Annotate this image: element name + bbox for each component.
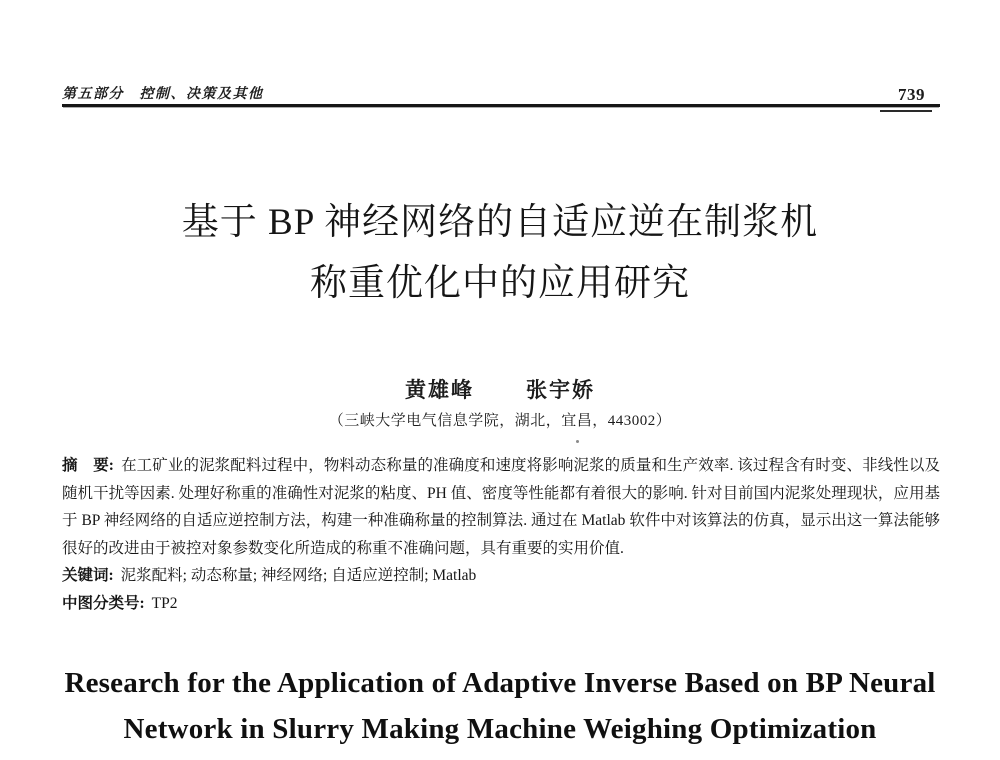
header-rule-segment (880, 110, 932, 112)
classification-paragraph (62, 590, 940, 618)
affiliation: （三峡大学电气信息学院，湖北，宜昌，443002） (328, 413, 672, 429)
section-label: 第五部分 控制、决策及其他 (62, 87, 264, 102)
author-name: 黄雄峰 (405, 378, 474, 402)
header-rule (62, 104, 940, 107)
keywords-text: 泥浆配料; 动态称量; 神经网络; 自适应逆控制; Matlab (120, 567, 477, 585)
scan-artifact-dot (576, 440, 579, 443)
page-header (62, 82, 940, 106)
classification-value: TP2 (151, 594, 178, 612)
abstract-text: 在工矿业的泥浆配料过程中，物料动态称量的准确度和速度将影响泥浆的质量和生产效率. 该过程含有时变、非线性以及随机干扰等因素. 处理好称重的准确性对泥浆的粘度、PH 值、密度等性能都有着很大的影响. 针对目前国内泥浆处理现状，应用基于 BP 神经网络的自适应逆控制方法，构建一种准确称量的控制算法. 通过在 Matlab 软件中对该算法的仿真，显示出这一算法能够很好的改进由于被控对象参数变化所造成的称重不准确问题，具有重要的实用价值. (62, 457, 940, 557)
paper-title-english (0, 660, 1000, 752)
front-matter (62, 452, 940, 618)
abstract-paragraph (62, 452, 940, 562)
paper-title-chinese (0, 192, 1000, 314)
page-number: 739 (898, 85, 925, 104)
classification-label: 中图分类号: (62, 594, 145, 612)
author-list (0, 374, 1000, 404)
abstract-label: 摘 要: (62, 457, 114, 474)
paper-title-line1: 基于 BP 神经网络的自适应逆在制浆机 (181, 202, 819, 243)
english-title-line1: Research for the Application of Adaptive Inverse Based on BP Neural (64, 667, 936, 699)
keywords-label: 关键词: (62, 567, 114, 585)
author-name: 张宇娇 (526, 378, 595, 402)
paper-title-line2: 称重优化中的应用研究 (310, 263, 690, 304)
english-title-line2: Network in Slurry Making Machine Weighing Optimization (123, 713, 877, 745)
keywords-paragraph (62, 562, 940, 590)
